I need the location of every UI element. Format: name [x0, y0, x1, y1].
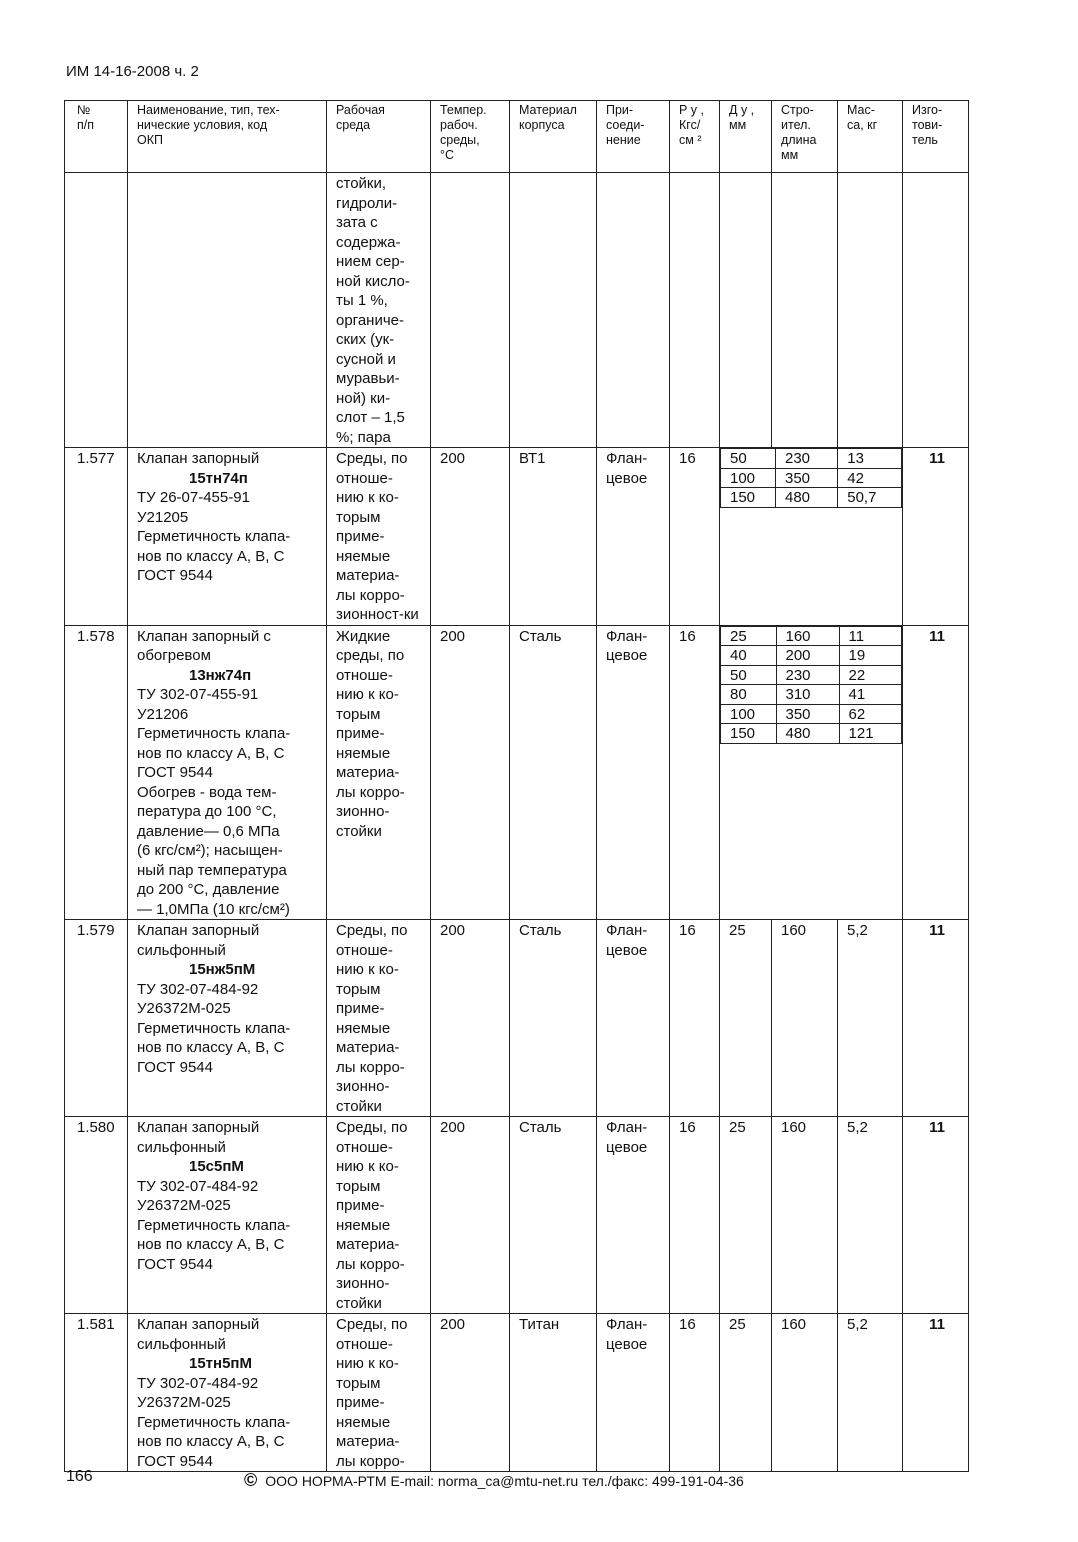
table-row [65, 1117, 969, 1314]
document-code: ИМ 14-16-2008 ч. 2 [66, 63, 199, 80]
row-pressure: 16 [670, 1314, 720, 1472]
size-mass: 22 [839, 665, 901, 685]
row-connection [597, 920, 670, 1117]
size-diameter: 40 [721, 646, 777, 666]
size-length: 480 [776, 488, 838, 508]
text-line: Среды, по [336, 1316, 408, 1333]
row-connection [597, 625, 670, 920]
valve-type: 15тн74п [189, 469, 248, 487]
text-line: стойки [336, 1097, 382, 1115]
text-line: Герметичность клапа- [137, 1413, 291, 1431]
text-line: слот – 1,5 [336, 409, 405, 426]
text-line: цевое [606, 1138, 648, 1156]
text-line: лы корро- [336, 1058, 405, 1076]
size-diameter: 50 [721, 665, 777, 685]
text-line: см ² [679, 133, 702, 147]
text-line: стойки [336, 822, 382, 840]
text-line: цевое [606, 1335, 648, 1353]
row-material: Сталь [510, 625, 597, 920]
row-name [128, 448, 327, 626]
text-line: Р у , [679, 103, 705, 117]
copyright-icon: © [244, 1470, 258, 1490]
text-line: отноше- [336, 469, 393, 487]
text-line: У26372М-025 [137, 1000, 231, 1017]
text-line: ГОСТ 9544 [137, 764, 213, 781]
text-line: мм [781, 148, 799, 162]
text-line: торым [336, 1177, 381, 1195]
header-pressure [670, 101, 720, 173]
text-line: У26372М-025 [137, 1394, 231, 1411]
text-line: гидроли- [336, 194, 398, 212]
text-line: отноше- [336, 1138, 393, 1156]
text-line: Кгс/ [679, 118, 701, 132]
valve-type: 15с5пМ [189, 1158, 244, 1175]
table-row [65, 920, 969, 1117]
size-diameter: 50 [721, 449, 776, 469]
header-connection [597, 101, 670, 173]
text-line: приме- [336, 725, 385, 742]
row-diameter: 25 [720, 920, 772, 1117]
row-name [128, 1314, 327, 1472]
size-row [721, 449, 902, 469]
size-mass: 50,7 [838, 488, 902, 508]
page-number: 166 [66, 1468, 93, 1485]
text-line: материа- [336, 764, 400, 781]
row-manufacturer: 11 [903, 920, 969, 1117]
text-line: Флан- [606, 627, 648, 645]
text-line: приме- [336, 1000, 385, 1017]
text-line: материа- [336, 1039, 400, 1056]
text-line: Клапан запорный [137, 1119, 260, 1136]
row-number: 1.580 [65, 1117, 128, 1314]
text-line: У21205 [137, 508, 189, 526]
text-line: нов по классу А, В, С [137, 547, 285, 565]
size-diameter: 100 [721, 468, 776, 488]
text-line: приме- [336, 1394, 385, 1411]
valve-type: 15нж5пМ [189, 961, 256, 978]
text-line: няемые [336, 1413, 391, 1431]
size-length: 230 [776, 665, 839, 685]
size-row [721, 704, 902, 724]
text-line: няемые [336, 1019, 391, 1037]
continuation-medium [327, 173, 431, 448]
row-connection [597, 448, 670, 626]
header-row [65, 101, 969, 173]
text-line: мм [729, 118, 747, 132]
text-line: нию к ко- [336, 489, 399, 506]
row-number: 1.581 [65, 1314, 128, 1472]
text-line: нием сер- [336, 253, 405, 270]
text-line: отноше- [336, 941, 393, 959]
text-line: Флан- [606, 450, 648, 467]
row-material: Титан [510, 1314, 597, 1472]
text-line: корпуса [519, 118, 565, 132]
row-number: 1.577 [65, 448, 128, 626]
table-row [65, 1314, 969, 1472]
text-line: среды, по [336, 647, 405, 664]
size-mass: 62 [839, 704, 901, 724]
size-mass: 41 [839, 685, 901, 705]
text-line: ител. [781, 118, 811, 132]
text-line: Герметичность клапа- [137, 1216, 291, 1234]
text-line: соеди- [606, 118, 645, 132]
publisher-name: ООО НОРМА-РТМ [265, 1473, 387, 1489]
text-line: няемые [336, 744, 391, 762]
text-line: рабоч. [440, 118, 478, 132]
text-line: торым [336, 980, 381, 998]
row-connection [597, 1117, 670, 1314]
text-line: ной кисло- [336, 272, 410, 290]
row-medium [327, 448, 431, 626]
text-line: Клапан запорный [137, 1316, 260, 1333]
text-line: ТУ 302-07-484-92 [137, 1177, 259, 1195]
text-line: среды, [440, 133, 480, 147]
text-line: нов по классу А, В, С [137, 1039, 285, 1056]
text-line: са, кг [847, 118, 878, 132]
text-line: № [77, 103, 91, 117]
size-diameter: 150 [721, 724, 777, 744]
text-line: лы корро- [336, 783, 405, 801]
text-line: торым [336, 1374, 381, 1392]
row-temperature: 200 [431, 1117, 510, 1314]
publisher-email: E-mail: norma_ca@mtu-net.ru [390, 1473, 579, 1489]
text-line: нические условия, код [137, 118, 268, 132]
size-row [721, 646, 902, 666]
header-manufacturer [903, 101, 969, 173]
text-line: приме- [336, 1197, 385, 1214]
text-line: приме- [336, 528, 385, 545]
text-line: Герметичность клапа- [137, 528, 291, 545]
row-pressure: 16 [670, 448, 720, 626]
text-line: Клапан запорный [137, 922, 260, 939]
text-line: Среды, по [336, 922, 408, 939]
size-length: 350 [776, 704, 839, 724]
text-line: нию к ко- [336, 961, 399, 978]
text-line: нов по классу А, В, С [137, 1236, 285, 1253]
text-line: материа- [336, 1433, 400, 1450]
text-line: до 200 °С, давление [137, 881, 280, 898]
row-material: Сталь [510, 920, 597, 1117]
size-length: 160 [776, 626, 839, 646]
size-row [721, 468, 902, 488]
row-mass: 5,2 [838, 920, 903, 1117]
row-manufacturer: 11 [903, 448, 969, 626]
text-line: тель [912, 133, 938, 147]
row-length: 160 [772, 920, 838, 1117]
text-line: муравьи- [336, 370, 400, 387]
text-line: сусной и [336, 350, 396, 368]
row-pressure: 16 [670, 625, 720, 920]
text-line: Флан- [606, 922, 648, 939]
text-line: нию к ко- [336, 686, 399, 703]
header-num [65, 101, 128, 173]
text-line: Флан- [606, 1316, 648, 1333]
text-line: содержа- [336, 233, 401, 251]
text-line: лы корро- [336, 1255, 405, 1273]
row-diameter: 25 [720, 1117, 772, 1314]
row-medium [327, 1117, 431, 1314]
row-mass: 5,2 [838, 1117, 903, 1314]
row-material: Сталь [510, 1117, 597, 1314]
text-line: сильфонный [137, 941, 226, 959]
text-line: стойки [336, 1294, 382, 1312]
text-line: давление— 0,6 МПа [137, 822, 280, 840]
text-line: ТУ 302-07-484-92 [137, 980, 259, 998]
text-line: цевое [606, 469, 648, 487]
table-row [65, 448, 969, 626]
text-line: торым [336, 705, 381, 723]
text-line: отноше- [336, 666, 393, 684]
text-line: Стро- [781, 103, 814, 117]
text-line: °С [440, 148, 455, 162]
row-medium [327, 1314, 431, 1472]
text-line: ОКП [137, 133, 163, 147]
text-line: Среды, по [336, 1119, 408, 1136]
text-line: органиче- [336, 311, 404, 329]
text-line: длина [781, 133, 817, 147]
text-line: У26372М-025 [137, 1197, 231, 1214]
size-length: 310 [776, 685, 839, 705]
row-medium [327, 920, 431, 1117]
text-line: %; пара [336, 428, 391, 446]
text-line: зионно- [336, 1078, 390, 1095]
row-length: 160 [772, 1117, 838, 1314]
text-line: ной) ки- [336, 389, 391, 407]
row-name [128, 1117, 327, 1314]
size-length: 350 [776, 468, 838, 488]
row-pressure: 16 [670, 920, 720, 1117]
valves-spec-table [64, 100, 969, 1472]
row-temperature: 200 [431, 1314, 510, 1472]
row-manufacturer: 11 [903, 1117, 969, 1314]
text-line: цевое [606, 941, 648, 959]
text-line: Изго- [912, 103, 943, 117]
row-manufacturer: 11 [903, 1314, 969, 1472]
text-line: сильфонный [137, 1138, 226, 1156]
text-line: Д у , [729, 103, 755, 117]
header-medium [327, 101, 431, 173]
text-line: нов по классу А, В, С [137, 744, 285, 762]
row-mass: 5,2 [838, 1314, 903, 1472]
row-material: ВТ1 [510, 448, 597, 626]
size-row [721, 626, 902, 646]
valve-type: 15тн5пМ [189, 1355, 252, 1372]
size-mass: 11 [839, 626, 901, 646]
text-line: Наименование, тип, тех- [137, 103, 280, 117]
text-line: Обогрев - вода тем- [137, 783, 277, 801]
text-line: пература до 100 °С, [137, 803, 277, 820]
text-line: Темпер. [440, 103, 487, 117]
text-line: ГОСТ 9544 [137, 567, 213, 584]
row-name [128, 920, 327, 1117]
row-pressure: 16 [670, 1117, 720, 1314]
footer-copyright [244, 1470, 744, 1491]
text-line: ГОСТ 9544 [137, 1058, 213, 1076]
valve-type: 13нж74п [189, 666, 252, 684]
text-line: среда [336, 118, 371, 132]
text-line: зионно- [336, 803, 390, 820]
text-line: отноше- [336, 1335, 393, 1353]
size-row [721, 724, 902, 744]
header-material [510, 101, 597, 173]
row-medium [327, 625, 431, 920]
size-subtable [720, 626, 902, 744]
row-temperature: 200 [431, 920, 510, 1117]
size-mass: 13 [838, 449, 902, 469]
size-diameter: 100 [721, 704, 777, 724]
size-mass: 19 [839, 646, 901, 666]
text-line: Флан- [606, 1119, 648, 1136]
header-name [128, 101, 327, 173]
row-connection [597, 1314, 670, 1472]
header-temperature [431, 101, 510, 173]
text-line: Жидкие [336, 627, 391, 645]
text-line: зионност-ки [336, 606, 419, 623]
row-name [128, 625, 327, 920]
text-line: нию к ко- [336, 1355, 399, 1372]
text-line: нов по классу А, В, С [137, 1433, 285, 1450]
text-line: Герметичность клапа- [137, 1019, 291, 1037]
text-line: стойки, [336, 175, 387, 192]
text-line: няемые [336, 547, 391, 565]
text-line: Рабочая [336, 103, 385, 117]
text-line: обогревом [137, 647, 211, 664]
size-mass: 121 [839, 724, 901, 744]
size-row [721, 665, 902, 685]
text-line: ских (ук- [336, 331, 395, 348]
text-line: материа- [336, 1236, 400, 1253]
text-line: лы корро- [336, 1452, 405, 1470]
text-line: торым [336, 508, 381, 526]
text-line: Материал [519, 103, 577, 117]
header-length [772, 101, 838, 173]
text-line: нение [606, 133, 641, 147]
text-line: Клапан запорный [137, 450, 260, 467]
text-line: Герметичность клапа- [137, 725, 291, 742]
text-line: сильфонный [137, 1335, 226, 1353]
text-line: материа- [336, 567, 400, 584]
text-line: ты 1 %, [336, 292, 388, 309]
text-line: ГОСТ 9544 [137, 1255, 213, 1273]
text-line: Мас- [847, 103, 875, 117]
row-diameter: 25 [720, 1314, 772, 1472]
size-length: 480 [776, 724, 839, 744]
text-line: зионно- [336, 1275, 390, 1292]
text-line: ный пар температура [137, 861, 287, 879]
continuation-row [65, 173, 969, 448]
size-length: 200 [776, 646, 839, 666]
row-temperature: 200 [431, 625, 510, 920]
row-number: 1.578 [65, 625, 128, 920]
text-line: (6 кгс/см²); насыщен- [137, 842, 283, 859]
text-line: Клапан запорный с [137, 627, 271, 645]
text-line: ГОСТ 9544 [137, 1452, 213, 1470]
text-line: тови- [912, 118, 943, 132]
header-diameter [720, 101, 772, 173]
size-diameter: 80 [721, 685, 777, 705]
text-line: цевое [606, 647, 648, 664]
size-subtable [720, 448, 902, 508]
text-line: ТУ 302-07-455-91 [137, 686, 259, 703]
publisher-phone: тел./факс: 499-191-04-36 [582, 1473, 744, 1489]
size-subtable-cell [720, 625, 903, 920]
size-subtable-cell [720, 448, 903, 626]
text-line: няемые [336, 1216, 391, 1234]
size-diameter: 25 [721, 626, 777, 646]
header-mass [838, 101, 903, 173]
text-line: ТУ 26-07-455-91 [137, 489, 250, 506]
row-manufacturer: 11 [903, 625, 969, 920]
size-row [721, 488, 902, 508]
text-line: Среды, по [336, 450, 408, 467]
text-line: зата с [336, 214, 378, 231]
size-row [721, 685, 902, 705]
text-line: нию к ко- [336, 1158, 399, 1175]
text-line: — 1,0МПа (10 кгс/см²) [137, 900, 290, 918]
size-length: 230 [776, 449, 838, 469]
row-number: 1.579 [65, 920, 128, 1117]
row-length: 160 [772, 1314, 838, 1472]
size-mass: 42 [838, 468, 902, 488]
size-diameter: 150 [721, 488, 776, 508]
text-line: При- [606, 103, 634, 117]
row-temperature: 200 [431, 448, 510, 626]
text-line: У21206 [137, 705, 189, 723]
text-line: п/п [77, 118, 95, 132]
table-row [65, 625, 969, 920]
text-line: лы корро- [336, 586, 405, 604]
text-line: ТУ 302-07-484-92 [137, 1374, 259, 1392]
